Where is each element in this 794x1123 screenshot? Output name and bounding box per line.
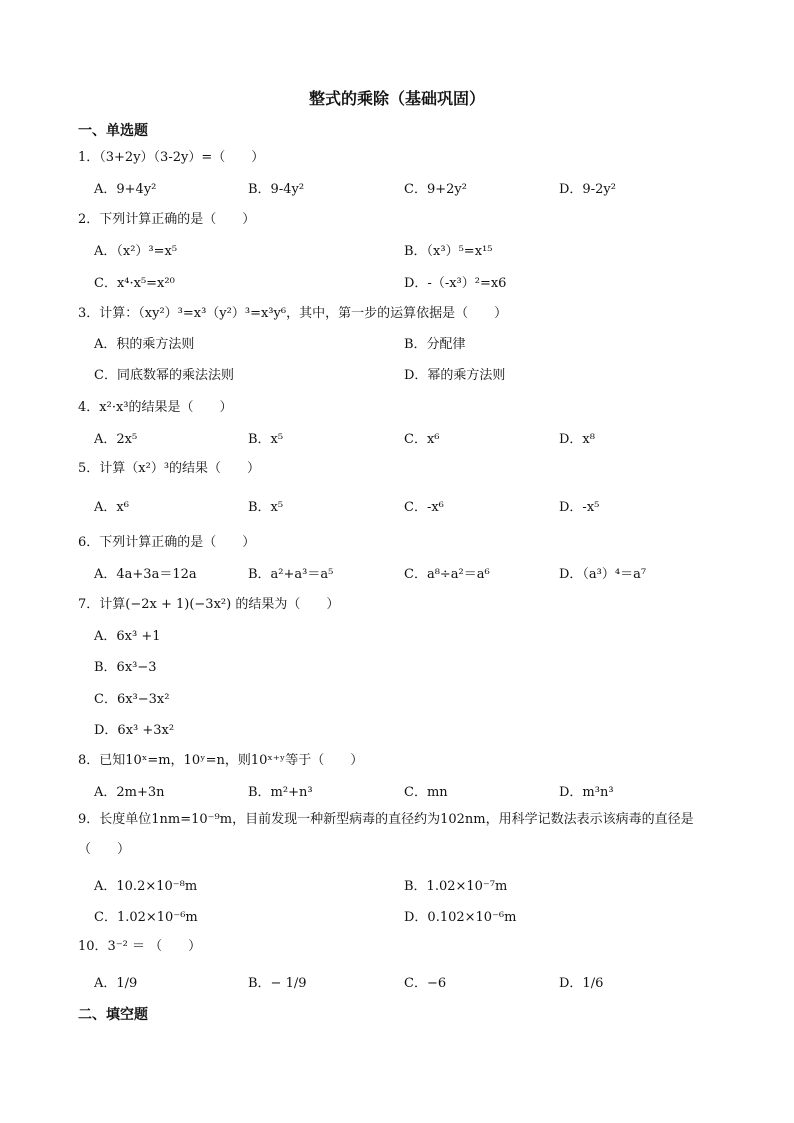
q4-option-c[interactable]: C．x⁶ bbox=[404, 432, 440, 447]
section-heading-fill-in: 二、填空题 bbox=[78, 1007, 148, 1023]
q9-option-b[interactable]: B．1.02×10⁻⁷m bbox=[404, 879, 508, 894]
q7-option-c[interactable]: C．6x³−3x² bbox=[94, 692, 170, 707]
q3-option-a[interactable]: A．积的乘方法则 bbox=[94, 337, 195, 352]
question-9-stem: 9．长度单位1nm=10⁻⁹m，目前发现一种新型病毒的直径约为102nm，用科学记数法表示该病毒的直径是（ ） bbox=[78, 812, 694, 857]
q3-option-c[interactable]: C．同底数幂的乘法法则 bbox=[94, 368, 234, 383]
question-5-stem: 5．计算（x²）³的结果（ ） bbox=[78, 461, 261, 476]
q4-option-a[interactable]: A．2x⁵ bbox=[94, 432, 138, 447]
q8-option-c[interactable]: C．mn bbox=[404, 785, 448, 800]
q6-option-d[interactable]: D．（a³）⁴＝a⁷ bbox=[559, 567, 647, 582]
q9-option-c[interactable]: C．1.02×10⁻⁶m bbox=[94, 910, 198, 925]
q5-option-d[interactable]: D．-x⁵ bbox=[559, 500, 600, 515]
q2-option-d[interactable]: D．-（-x³）²=x6 bbox=[404, 276, 507, 291]
q7-option-b[interactable]: B．6x³−3 bbox=[94, 660, 157, 675]
q1-option-c[interactable]: C．9+2y² bbox=[404, 182, 467, 197]
q7-option-a[interactable]: A．6x³ +1 bbox=[94, 629, 161, 644]
q1-option-d[interactable]: D．9-2y² bbox=[559, 182, 616, 197]
question-7-stem: 7．计算(−2x + 1)(−3x²) 的结果为（ ） bbox=[78, 597, 340, 612]
page-title: 整式的乘除（基础巩固） bbox=[308, 89, 485, 108]
q2-option-a[interactable]: A．（x²）³=x⁵ bbox=[94, 244, 178, 259]
q8-option-a[interactable]: A．2m+3n bbox=[94, 785, 165, 800]
q4-option-b[interactable]: B．x⁵ bbox=[248, 432, 284, 447]
q10-option-a[interactable]: A．1/9 bbox=[94, 976, 138, 991]
q9-option-a[interactable]: A．10.2×10⁻⁸m bbox=[94, 879, 198, 894]
q10-option-b[interactable]: B．− 1/9 bbox=[248, 976, 307, 991]
q5-option-a[interactable]: A．x⁶ bbox=[94, 500, 129, 515]
section-heading-single-choice: 一、单选题 bbox=[78, 123, 148, 139]
q1-option-a[interactable]: A．9+4y² bbox=[94, 182, 157, 197]
question-3-stem: 3．计算：（xy²）³=x³（y²）³=x³y⁶，其中，第一步的运算依据是（ ） bbox=[78, 306, 508, 321]
question-10-stem: 10．3⁻² ＝ （ ） bbox=[78, 939, 202, 954]
question-6-stem: 6．下列计算正确的是（ ） bbox=[78, 535, 256, 550]
q8-option-b[interactable]: B．m²+n³ bbox=[248, 785, 313, 800]
q3-option-d[interactable]: D．幂的乘方法则 bbox=[404, 368, 506, 383]
q2-option-b[interactable]: B．（x³）⁵=x¹⁵ bbox=[404, 244, 493, 259]
q1-option-b[interactable]: B．9-4y² bbox=[248, 182, 305, 197]
question-2-stem: 2．下列计算正确的是（ ） bbox=[78, 212, 256, 227]
q4-option-d[interactable]: D．x⁸ bbox=[559, 432, 595, 447]
q6-option-c[interactable]: C．a⁸÷a²＝a⁶ bbox=[404, 567, 490, 582]
q6-option-b[interactable]: B．a²+a³＝a⁵ bbox=[248, 567, 334, 582]
q9-option-d[interactable]: D．0.102×10⁻⁶m bbox=[404, 910, 517, 925]
q3-option-b[interactable]: B．分配律 bbox=[404, 337, 466, 352]
q5-option-b[interactable]: B．x⁵ bbox=[248, 500, 284, 515]
q2-option-c[interactable]: C．x⁴·x⁵=x²⁰ bbox=[94, 276, 175, 291]
q10-option-d[interactable]: D．1/6 bbox=[559, 976, 604, 991]
q5-option-c[interactable]: C．-x⁶ bbox=[404, 500, 444, 515]
q10-option-c[interactable]: C．−6 bbox=[404, 976, 447, 991]
question-8-stem: 8．已知10ˣ=m，10ʸ=n，则10ˣ⁺ʸ等于（ ） bbox=[78, 753, 364, 768]
q7-option-d[interactable]: D．6x³ +3x² bbox=[94, 723, 175, 738]
q6-option-a[interactable]: A．4a+3a＝12a bbox=[94, 567, 197, 582]
question-1-stem: 1．（3+2y）（3-2y）=（ ） bbox=[78, 150, 265, 165]
q8-option-d[interactable]: D．m³n³ bbox=[559, 785, 614, 800]
question-4-stem: 4．x²·x³的结果是（ ） bbox=[78, 400, 233, 415]
